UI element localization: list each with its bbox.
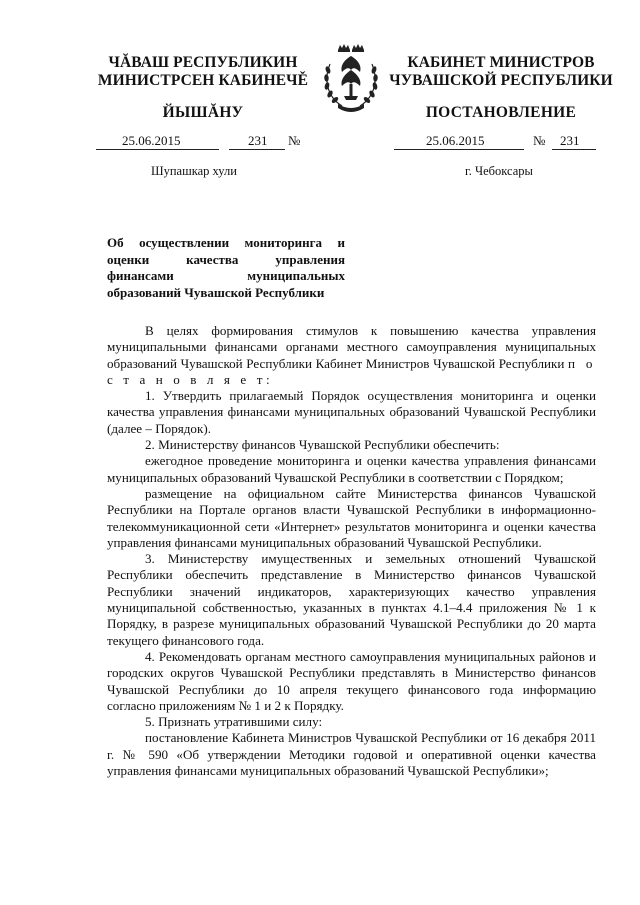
paragraph-3: 3. Министерству имущественных и земельных отношений Чувашской Республики обеспечить представление в Министерство финансов Чувашской Республики значений индикаторов, характеризующих качество управления муниципальной собственностью, указанных в пунктах 4.1–4.4 приложения № 1 к Порядку, в разрезе муниципальных образований Чувашской Республики до 20 марта текущего финансового года.	[107, 551, 596, 648]
document-body	[107, 323, 596, 779]
header-chuvash-line1: ЧĂВАШ РЕСПУБЛИКИН	[108, 54, 298, 71]
header-russian-doc-type: ПОСТАНОВЛЕНИЕ	[425, 104, 577, 121]
paragraph-2: 2. Министерству финансов Чувашской Республики обеспечить:	[145, 437, 500, 453]
paragraph-5-item-1: постановление Кабинета Министров Чувашской Республики от 16 декабря 2011 г. № 590 «Об утверждении Методики годовой и оперативной оценки качества управления финансами муниципальных образований Чувашской Республики»;	[107, 730, 596, 779]
place-chuvash: Шупашкар хули	[151, 164, 237, 178]
header-chuvash	[92, 54, 314, 122]
number-russian: 231	[560, 133, 580, 148]
paragraph-5: 5. Признать утратившими силу:	[145, 714, 323, 730]
paragraph-4: 4. Рекомендовать органам местного самоуправления муниципальных районов и городских округов Чувашской Республики представлять в Министерство финансов Чувашской Республики до 10 апреля текущего финансового года информацию согласно приложениям № 1 и 2 к Порядку.	[107, 648, 596, 713]
header-chuvash-doc-type: ЙЫШĂНУ	[162, 104, 244, 121]
document-subject: Об осуществлении мониторинга и оценки качества управления финансами муниципальных образований Чувашской Республики	[107, 235, 345, 300]
number-chuvash: 231	[248, 133, 268, 148]
place-russian: г. Чебоксары	[465, 164, 533, 178]
preamble-text: В целях формирования стимулов к повышению качества управления муниципальными финансами органами местного самоуправления муниципальных образований Чувашской Республики Кабинет Министров Чувашской Республики	[107, 323, 596, 371]
paragraph-2-item-2: размещение на официальном сайте Министерства финансов Чувашской Республики на Портале органов власти Чувашской Республики в информационно-телекоммуникационной сети «Интернет» результатов мониторинга и оценки качества управления финансами муниципальных образований Чувашской Республики.	[107, 485, 596, 550]
header-russian-line2: ЧУВАШСКОЙ РЕСПУБЛИКИ	[389, 72, 613, 89]
header-russian	[388, 54, 614, 122]
header-russian-line1: КАБИНЕТ МИНИСТРОВ	[407, 54, 595, 71]
paragraph-1: 1. Утвердить прилагаемый Порядок осуществления мониторинга и оценки качества управления финансами муниципальных образований Чувашской Республики (далее – Порядок).	[107, 388, 596, 436]
chuvash-coat-of-arms-icon	[320, 40, 382, 114]
date-russian: 25.06.2015	[426, 133, 485, 148]
header-chuvash-line2: МИНИСТРСЕН КАБИНЕЧĚ	[97, 72, 309, 89]
number-sign-russian: №	[533, 133, 546, 148]
preamble	[107, 323, 596, 388]
preamble-resolve: п о с т а н о в л я е т:	[107, 355, 596, 387]
number-sign-chuvash: №	[288, 133, 301, 148]
paragraph-2-item-1: ежегодное проведение мониторинга и оценки качества управления финансами муниципальных образований Чувашской Республики в соответствии с Порядком;	[107, 453, 596, 485]
date-chuvash: 25.06.2015	[122, 133, 181, 148]
